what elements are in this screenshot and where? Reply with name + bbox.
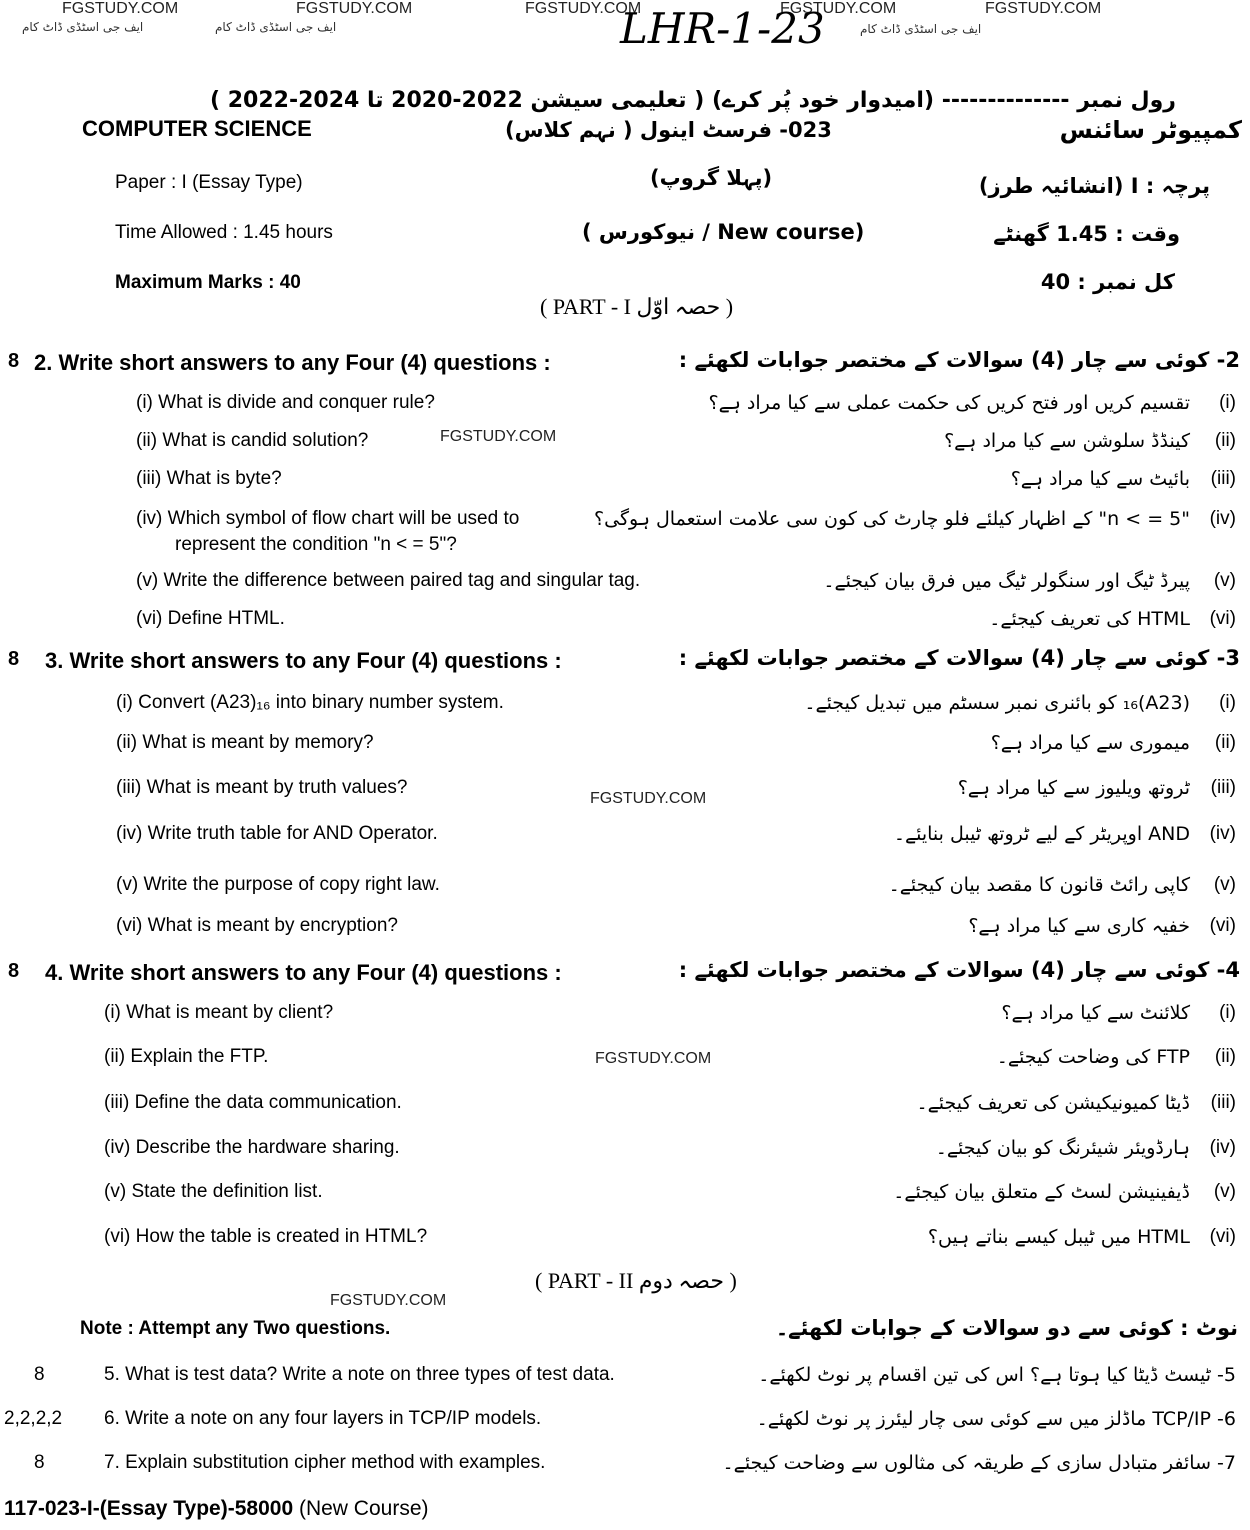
question-item-ur: FTP کی وضاحت کیجئے۔ (996, 1046, 1190, 1068)
watermark: FGSTUDY.COM (985, 0, 1102, 17)
item-number: (i) (136, 392, 153, 413)
watermark: FGSTUDY.COM (330, 1292, 447, 1309)
question-en: 6. Write a note on any four layers in TCP/IP models. (104, 1408, 542, 1429)
item-number-ur: (vi) (1209, 1226, 1236, 1247)
question-item-en (136, 608, 285, 630)
item-text: How the table is created in HTML? (135, 1226, 428, 1247)
item-number-ur: (ii) (1214, 732, 1236, 753)
time-ur: وقت : 1.45 گھنٹے (993, 222, 1180, 246)
item-text: Write truth table for AND Operator. (147, 823, 438, 844)
roll-no-line: -------------- (941, 88, 1070, 113)
item-text: Define HTML. (167, 608, 285, 629)
question-marks: 8 (34, 1452, 45, 1473)
item-text: Define the data communication. (134, 1092, 402, 1113)
class-ur: 023- فرسٹ اینول ( نہم کلاس) (505, 118, 832, 142)
watermark: FGSTUDY.COM (440, 428, 557, 445)
item-text: What is byte? (166, 468, 282, 489)
question-marks: 8 (8, 350, 20, 372)
question-item-ur: خفیہ کاری سے کیا مراد ہے؟ (968, 915, 1190, 937)
item-number-ur: (vi) (1209, 608, 1236, 629)
question-item-ur: ہارڈویئر شیئرنگ کو بیان کیجئے۔ (935, 1137, 1190, 1159)
question-item-en (104, 1226, 427, 1248)
question-ur: 6- TCP/IP ماڈلز میں سے کوئی سی چار لیئرز پر نوٹ لکھئے۔ (756, 1408, 1236, 1430)
footer (4, 1497, 429, 1521)
item-number: (iii) (116, 777, 142, 798)
item-text: Write the difference between paired tag and singular tag. (163, 570, 641, 591)
item-number-ur: (ii) (1214, 1046, 1236, 1067)
question-item-ur: کینڈڈ سلوشن سے کیا مراد ہے؟ (944, 430, 1190, 452)
item-number-ur: (iii) (1210, 1092, 1236, 1113)
question-item-en (104, 1002, 333, 1024)
question-item-en (116, 777, 407, 799)
question-item-en (116, 732, 374, 754)
note-en: Note : Attempt any Two questions. (80, 1318, 391, 1339)
item-text: What is candid solution? (162, 430, 369, 451)
question-item-ur: HTML کی تعریف کیجئے۔ (989, 608, 1190, 630)
item-number: (iv) (104, 1137, 131, 1158)
item-number: (v) (136, 570, 159, 591)
footer-course: (New Course) (298, 1497, 429, 1520)
question-marks: 8 (8, 960, 20, 982)
question-item-en (136, 468, 282, 490)
question-heading-ur: 2- کوئی سے چار (4) سوالات کے مختصر جوابات لکھئے : (678, 348, 1240, 372)
item-text: Which symbol of flow chart will be used to (167, 508, 520, 529)
question-en: 7. Explain substitution cipher method with examples. (104, 1452, 546, 1473)
item-number: (vi) (116, 915, 143, 936)
item-text: What is meant by truth values? (146, 777, 408, 798)
roll-no-label: رول نمبر (1077, 88, 1176, 113)
watermark: FGSTUDY.COM (525, 0, 642, 17)
question-item-ur: کاپی رائٹ قانون کا مقصد بیان کیجئے۔ (888, 874, 1190, 896)
watermark-urdu: ایف جی اسٹڈی ڈاٹ کام (860, 22, 982, 36)
question-item-ur: HTML میں ٹیبل کیسے بناتے ہیں؟ (927, 1226, 1190, 1248)
watermark-urdu: ایف جی اسٹڈی ڈاٹ کام (215, 20, 337, 34)
question-heading-ur: 3- کوئی سے چار (4) سوالات کے مختصر جوابات لکھئے : (678, 646, 1240, 670)
item-number: (ii) (136, 430, 158, 451)
item-number: (vi) (136, 608, 163, 629)
item-text: State the definition list. (131, 1181, 323, 1202)
item-number-ur: (i) (1219, 1002, 1236, 1023)
question-item-ur: پیرڈ ٹیگ اور سنگولر ٹیگ میں فرق بیان کیجئے۔ (823, 570, 1190, 592)
question-marks: 2,2,2,2 (4, 1408, 63, 1429)
item-number-ur: (vi) (1209, 915, 1236, 936)
item-number: (iv) (116, 823, 143, 844)
question-item-ur: AND اوپریٹر کے لیے ٹروتھ ٹیبل بنایئے۔ (893, 823, 1190, 845)
question-item-ur: کلائنٹ سے کیا مراد ہے؟ (1001, 1002, 1190, 1024)
question-heading-ur: 4- کوئی سے چار (4) سوالات کے مختصر جوابات لکھئے : (678, 958, 1240, 982)
item-text: What is meant by client? (126, 1002, 334, 1023)
item-number-ur: (v) (1213, 1181, 1236, 1202)
paper-en: Paper : I (Essay Type) (115, 172, 303, 193)
item-text: What is meant by encryption? (147, 915, 398, 936)
candidate-note: (امیدوار خود پُر کرے) (711, 88, 935, 113)
note-ur: نوٹ : کوئی سے دو سوالات کے جوابات لکھئے۔ (775, 1316, 1238, 1340)
part1-heading: ( PART - I حصہ اوّل ) (540, 294, 734, 319)
question-marks: 8 (34, 1364, 45, 1385)
paper-code: 117-023-I-(Essay Type)-58000 (4, 1497, 294, 1520)
item-text: Describe the hardware sharing. (135, 1137, 400, 1158)
question-item-ur: (A23)₁₆ کو بائنری نمبر سسٹم میں تبدیل کیجئے۔ (804, 692, 1190, 714)
question-heading-en: 4. Write short answers to any Four (4) questions : (45, 960, 562, 985)
handwritten-code: LHR-1-23 (620, 4, 825, 53)
question-marks: 8 (8, 648, 20, 670)
question-item-en (136, 430, 368, 452)
question-item-en (116, 874, 440, 896)
question-item-en (116, 823, 438, 845)
session-line (210, 88, 1176, 113)
question-item-ur: تقسیم کریں اور فتح کریں کی حکمت عملی سے کیا مراد ہے؟ (708, 392, 1190, 414)
watermark: FGSTUDY.COM (780, 0, 897, 17)
item-number-ur: (i) (1219, 392, 1236, 413)
item-text: Convert (A23)₁₆ into binary number system. (138, 692, 504, 713)
question-item-en (136, 392, 435, 414)
question-heading-en: 2. Write short answers to any Four (4) questions : (34, 350, 551, 375)
item-number-ur: (v) (1213, 570, 1236, 591)
part2-heading: ( PART - II حصہ دوم ) (535, 1268, 737, 1293)
item-text: Explain the FTP. (130, 1046, 269, 1067)
item-text: What is divide and conquer rule? (158, 392, 435, 413)
question-item-en (104, 1092, 402, 1114)
question-item-ur: ٹروتھ ویلیوز سے کیا مراد ہے؟ (957, 777, 1190, 799)
item-number-ur: (iii) (1210, 777, 1236, 798)
question-item-en (116, 915, 398, 937)
item-number: (i) (116, 692, 133, 713)
watermark: FGSTUDY.COM (590, 790, 707, 807)
question-item-ur: بائیٹ سے کیا مراد ہے؟ (1010, 468, 1190, 490)
item-number-ur: (iv) (1209, 1137, 1236, 1158)
watermark: FGSTUDY.COM (595, 1050, 712, 1067)
question-item-ur: ڈیٹا کمیونیکیشن کی تعریف کیجئے۔ (916, 1092, 1190, 1114)
item-number-ur: (iv) (1209, 823, 1236, 844)
item-number: (ii) (116, 732, 138, 753)
question-ur: 5- ٹیسٹ ڈیٹا کیا ہوتا ہے؟ اس کی تین اقسام پر نوٹ لکھئے۔ (758, 1364, 1236, 1386)
marks-ur: کل نمبر : 40 (1040, 270, 1175, 294)
watermark-urdu: ایف جی اسٹڈی ڈاٹ کام (22, 20, 144, 34)
item-number: (v) (116, 874, 139, 895)
item-number-ur: (iii) (1210, 468, 1236, 489)
item-number: (vi) (104, 1226, 131, 1247)
question-ur: 7- سائفر متبادل سازی کے طریقہ کی مثالوں سے وضاحت کیجئے۔ (722, 1452, 1236, 1474)
question-item-en (104, 1181, 323, 1203)
paper-ur: پرچہ : I (انشائیہ طرز) (978, 174, 1210, 198)
question-item-ur: میموری سے کیا مراد ہے؟ (990, 732, 1190, 754)
session: ( تعلیمی سیشن 2022-2020 تا 2024-2022 ) (210, 88, 705, 113)
question-item-en (104, 1046, 268, 1068)
item-number-ur: (iv) (1209, 508, 1236, 529)
question-item-en (136, 570, 640, 592)
group-ur: (پہلا گروپ) (650, 166, 773, 190)
question-item-en (136, 508, 519, 530)
subject-ur: کمپیوٹر سائنس (1059, 116, 1242, 144)
question-item-en (104, 1137, 400, 1159)
item-number: (v) (104, 1181, 127, 1202)
item-number-ur: (v) (1213, 874, 1236, 895)
item-text: Write the purpose of copy right law. (143, 874, 440, 895)
watermark: FGSTUDY.COM (62, 0, 179, 17)
item-number: (ii) (104, 1046, 126, 1067)
question-item-ur: "n < = 5" کے اظہار کیلئے فلو چارٹ کی کون سی علامت استعمال ہوگی؟ (594, 508, 1190, 530)
marks-en: Maximum Marks : 40 (115, 272, 301, 293)
question-item-en-cont: represent the condition "n < = 5"? (175, 534, 457, 555)
question-heading-en: 3. Write short answers to any Four (4) questions : (45, 648, 562, 673)
item-number: (i) (104, 1002, 121, 1023)
item-text: What is meant by memory? (142, 732, 374, 753)
item-number: (iii) (104, 1092, 130, 1113)
time-en: Time Allowed : 1.45 hours (115, 222, 333, 243)
item-number-ur: (ii) (1214, 430, 1236, 451)
item-number: (iii) (136, 468, 162, 489)
question-item-en (116, 692, 504, 714)
course: (New course / نیوکورس ) (582, 220, 865, 244)
watermark: FGSTUDY.COM (296, 0, 413, 17)
question-en: 5. What is test data? Write a note on three types of test data. (104, 1364, 615, 1385)
item-number-ur: (i) (1219, 692, 1236, 713)
item-number: (iv) (136, 508, 163, 529)
subject-en: COMPUTER SCIENCE (82, 116, 312, 141)
question-item-ur: ڈیفینیشن لسٹ کے متعلق بیان کیجئے۔ (893, 1181, 1190, 1203)
